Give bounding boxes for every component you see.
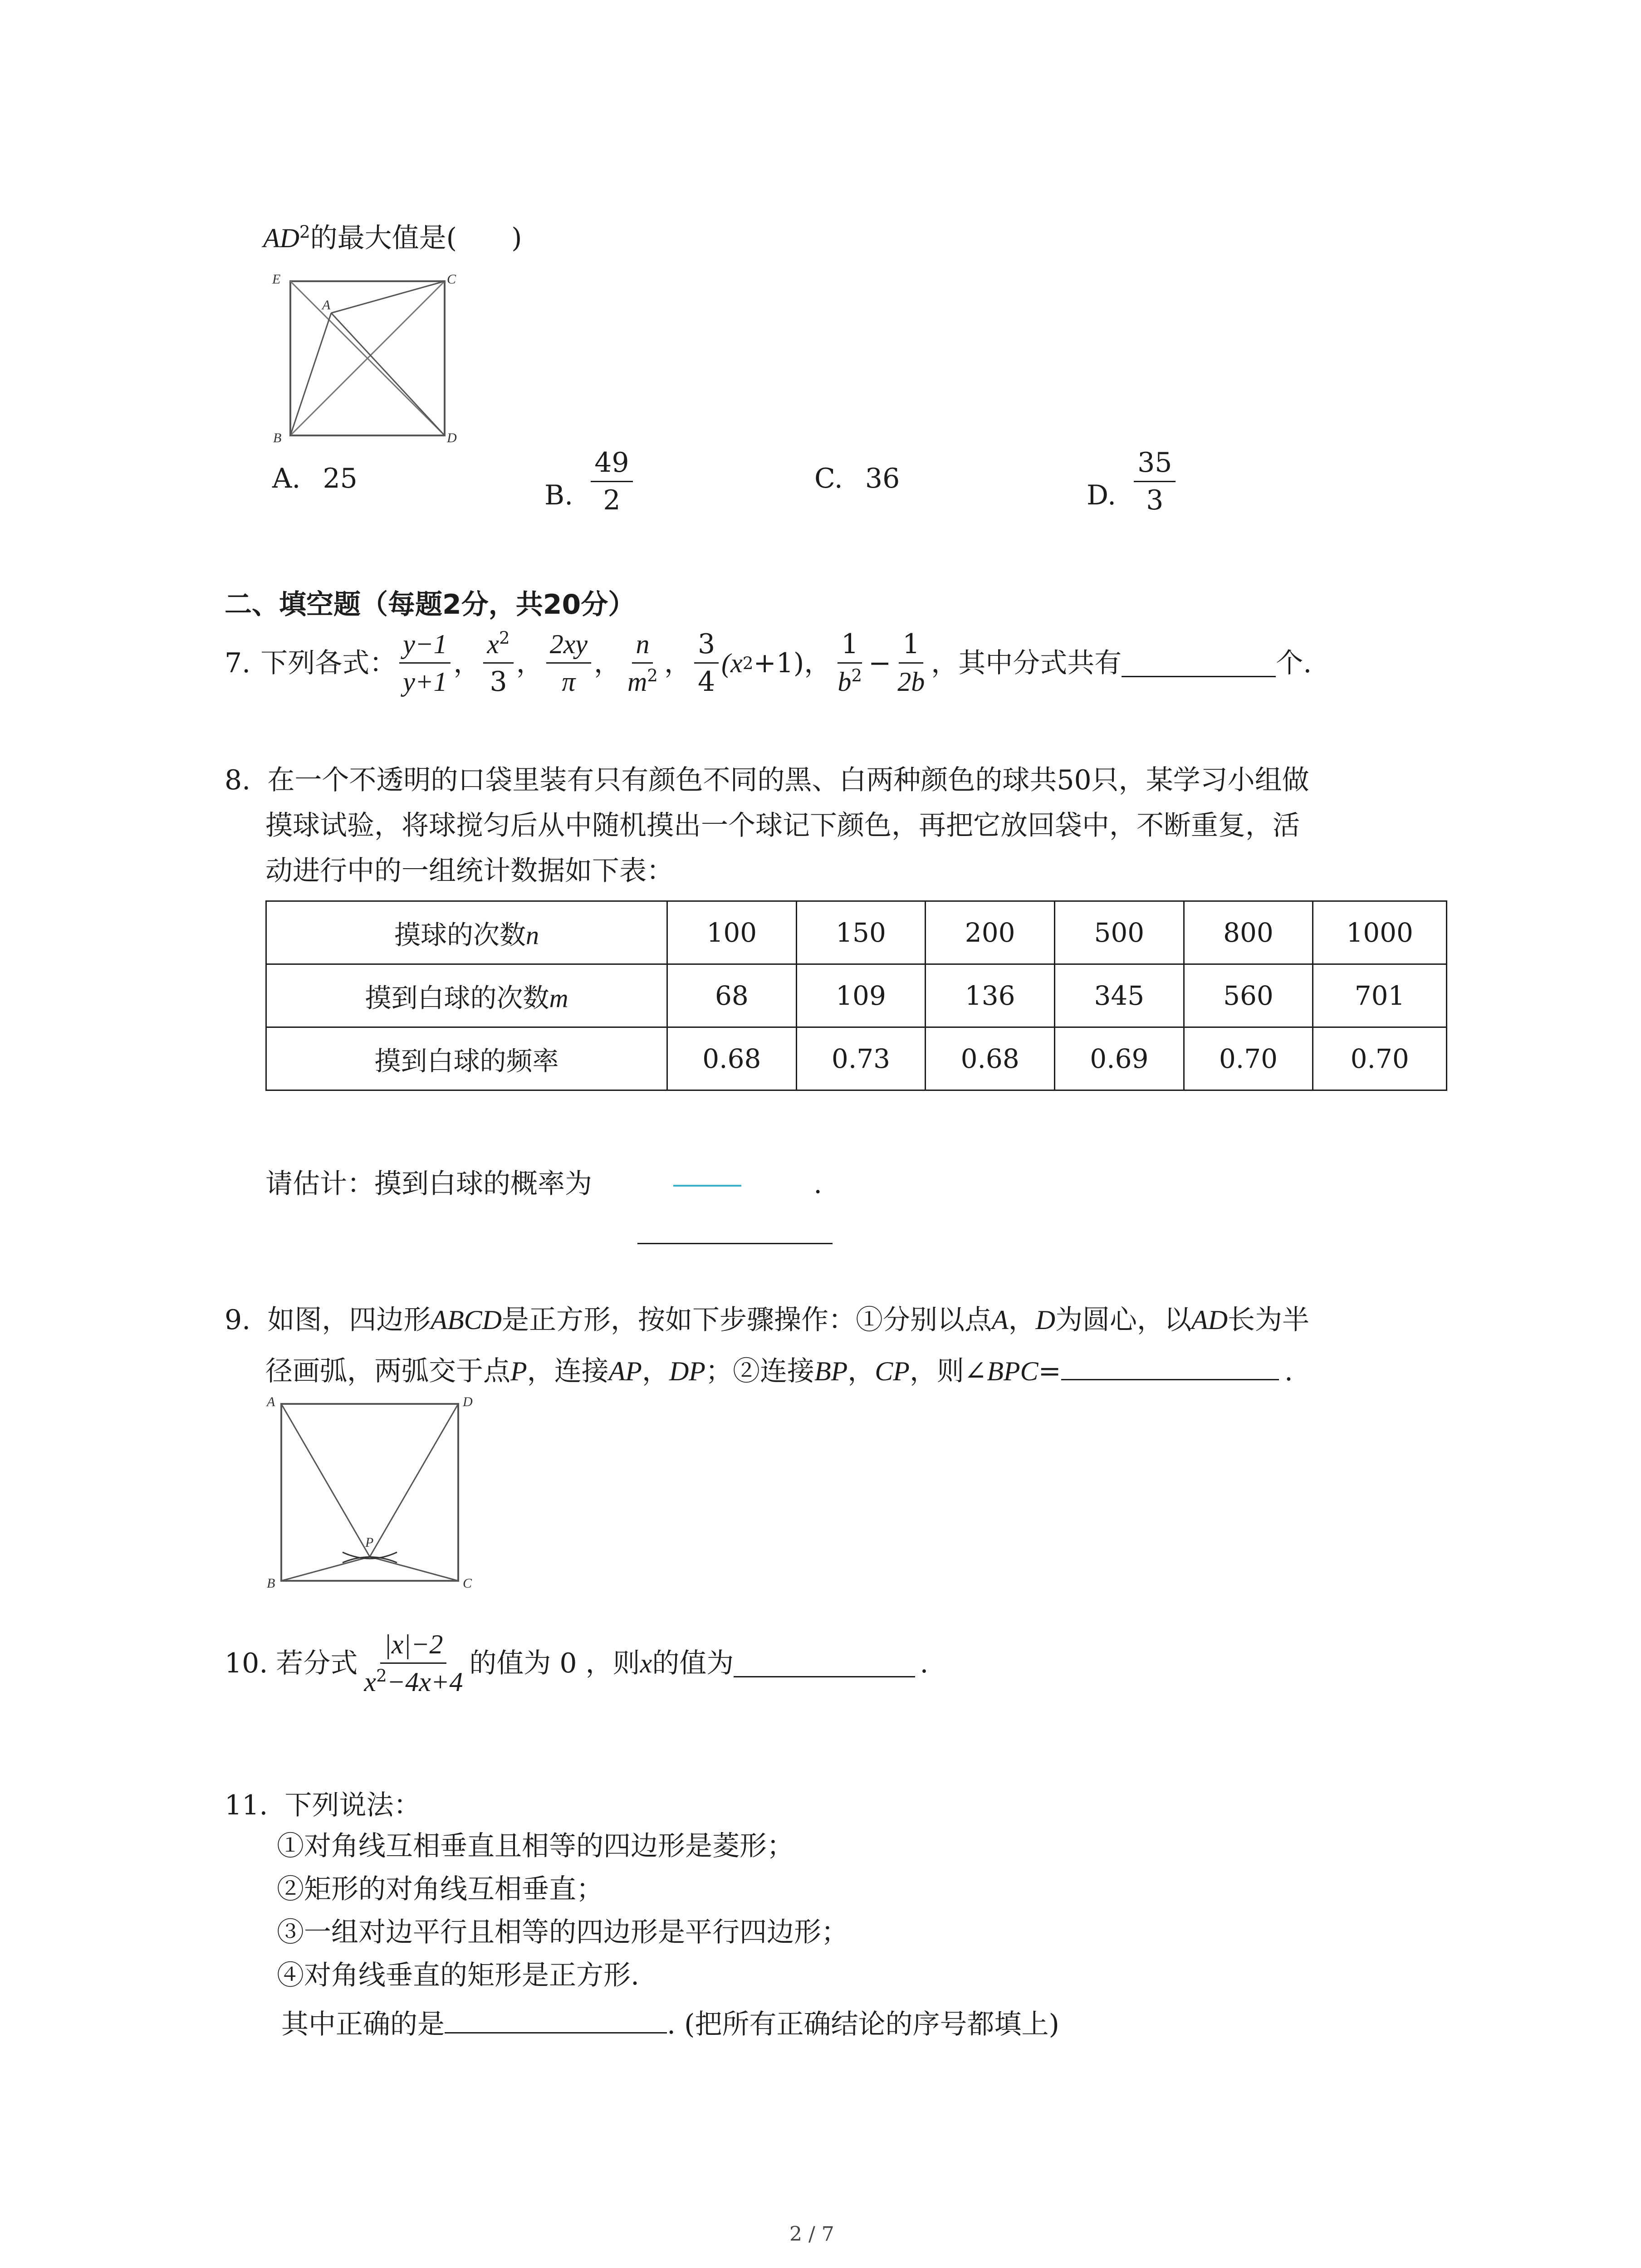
q9-segment-cp — [370, 1557, 458, 1581]
q11-answer-blank[interactable] — [445, 2005, 667, 2033]
q11-intro: 下列说法： — [284, 1789, 421, 1821]
q7-number: 7. — [225, 647, 251, 679]
q6-option-c — [814, 465, 900, 492]
table-cell: 500 — [1054, 901, 1184, 964]
table-header-text: 摸球的次数 — [394, 919, 526, 950]
table-cell: 345 — [1054, 964, 1184, 1027]
q9-line-2 — [265, 1352, 1293, 1385]
q10-end: . — [920, 1647, 929, 1679]
q7-fraction-6b-num: 1 — [899, 631, 923, 664]
table-cell: 0.70 — [1184, 1027, 1313, 1090]
q7-minus: − — [868, 647, 892, 679]
q7-suffix: ，其中分式共有 — [931, 647, 1122, 679]
q7-fraction-6a — [834, 628, 866, 697]
q7-separator: ， — [664, 647, 691, 679]
q10-fraction-den-pre: x — [364, 1667, 377, 1697]
q6-option-b-frac — [591, 449, 632, 514]
q9-text: = — [1038, 1355, 1061, 1387]
q7-fraction-6b-den: 2b — [897, 667, 925, 697]
q11-item-4: ④对角线垂直的矩形是正方形. — [277, 1960, 640, 1991]
q9-answer-blank[interactable] — [1061, 1352, 1279, 1380]
table-header-cell — [266, 901, 667, 964]
q6-label-d: D — [447, 430, 457, 445]
q7-separator: ， — [593, 647, 621, 679]
table-cell: 800 — [1184, 901, 1313, 964]
q9-var: AP — [608, 1356, 642, 1386]
q11-number: 11. — [225, 1789, 268, 1821]
q6-option-d-den: 3 — [1146, 484, 1164, 516]
q7-fraction-2 — [483, 628, 513, 698]
q6-stem-text: 的最大值是( — [310, 222, 457, 254]
table-cell: 0.69 — [1054, 1027, 1184, 1090]
q7-fraction-1 — [399, 631, 451, 695]
q6-option-a-value: 25 — [323, 463, 358, 494]
q7-fraction-1-num: y−1 — [399, 631, 451, 664]
page-number: 2 / 7 — [789, 2223, 834, 2246]
q6-option-c-label: C. — [814, 463, 843, 494]
q7-fraction-3-den: π — [562, 667, 576, 697]
q9-text: 如图，四边形 — [267, 1304, 431, 1336]
q9-label-c: C — [463, 1576, 472, 1591]
section-heading: 二、填空题（每题2分，共20分） — [225, 589, 636, 621]
q6-label-e: E — [272, 272, 281, 287]
q8-estimate-text: 请估计：摸到白球的概率为 — [265, 1168, 592, 1200]
q9-var: BPC — [987, 1356, 1038, 1386]
q7-intro: 下列各式： — [260, 647, 397, 679]
table-header-cell — [266, 964, 667, 1027]
q10-pre: 若分式 — [276, 1647, 358, 1679]
table-cell: 150 — [796, 901, 926, 964]
table-header-text: 摸到白球的频率 — [374, 1046, 559, 1076]
q9-label-a: A — [267, 1394, 275, 1409]
q9-segment-ap — [281, 1404, 370, 1557]
q7-fraction-2-den: 3 — [490, 666, 507, 698]
q8-text-line-3: 动进行中的一组统计数据如下表： — [265, 855, 674, 887]
q9-text: ；②连接 — [705, 1355, 814, 1387]
q9-var: P — [510, 1356, 527, 1386]
table-cell: 701 — [1313, 964, 1447, 1027]
q7-fraction-4-den-exp: 2 — [647, 665, 658, 685]
q11-intro-line — [225, 1789, 421, 1821]
q9-number: 9. — [225, 1304, 251, 1336]
q9-text: 是正方形，按如下步骤操作：①分别以点 — [501, 1304, 992, 1336]
q6-option-a-label: A. — [272, 463, 301, 494]
q7-fraction-6a-num: 1 — [838, 631, 862, 664]
q6-label-c: C — [447, 272, 456, 287]
q10 — [225, 1631, 928, 1696]
q8-estimate-end: . — [813, 1168, 823, 1200]
q6-option-d — [1087, 449, 1178, 514]
q11-answer-post: . (把所有正确结论的序号都填上) — [667, 2009, 1059, 2040]
q9-label-d: D — [463, 1394, 473, 1409]
q9-var: A — [991, 1305, 1009, 1335]
q7-fraction-3 — [546, 631, 591, 695]
table-cell: 0.73 — [796, 1027, 926, 1090]
q6-option-b-den: 2 — [603, 484, 621, 516]
q11-answer-pre: 其中正确的是 — [281, 2009, 445, 2040]
q7-fraction-2-num-exp: 2 — [499, 628, 510, 648]
q8-text-line-1: 在一个不透明的口袋里装有只有颜色不同的黑、白两种颜色的球共50只，某学习小组做 — [267, 764, 1309, 796]
q9-text: ， — [1008, 1304, 1036, 1336]
q9-var: AD — [1191, 1305, 1228, 1335]
q6-stem-var: AD — [263, 223, 299, 253]
q7-separator: ， — [453, 647, 481, 679]
q9-label-p: P — [365, 1535, 374, 1550]
q9-text: 径画弧，两弧交于点 — [265, 1355, 510, 1387]
q7-fraction-4-num: n — [632, 631, 653, 664]
q11-answer-line — [281, 2005, 1059, 2038]
q10-post: 的值为 — [652, 1647, 734, 1679]
q7-fraction-5-tail-post: +1) — [753, 647, 804, 679]
q6-segment-ab — [290, 313, 331, 435]
q9-text: ， — [847, 1355, 875, 1387]
table-header-cell — [266, 1027, 667, 1090]
q7-fraction-2-num-base: x — [487, 629, 500, 659]
q7-fraction-3-num: 2xy — [546, 631, 591, 664]
q6-option-d-label: D. — [1087, 479, 1117, 512]
q7-fraction-6a-den-exp: 2 — [851, 665, 862, 685]
q6-segment-ad — [331, 313, 445, 435]
q7: 7. 下列各式： $\frac{y-1}{y+1}$ ， $\frac{x^2}{3}$ ， $\frac{2xy}{\pi}$ ， $\frac{n}{m^2}$ ， $\frac{3}{4}$ (x 2 +1) ， $\frac{1}{b^2}$ − $\frac{1}{2b}$ ，其中分式共有 个. — [225, 628, 1312, 698]
q10-fraction-num: |x|−2 — [380, 1631, 446, 1664]
table-cell: 200 — [926, 901, 1055, 964]
q8-stats-table — [265, 900, 1447, 1091]
q11-item-3: ③一组对边平行且相等的四边形是平行四边形； — [277, 1916, 848, 1948]
q7-separator: ， — [804, 647, 832, 679]
q6-option-d-frac — [1134, 449, 1176, 514]
q7-fraction-1-den: y+1 — [403, 667, 447, 697]
table-row — [266, 964, 1447, 1027]
q7-fraction-5-tail-pre: (x — [721, 648, 743, 678]
q6-option-b — [544, 449, 636, 514]
q7-fraction-4 — [624, 631, 661, 695]
q9-var: BP — [814, 1356, 848, 1386]
q6-label-b: B — [273, 430, 282, 445]
q9-text: ，连接 — [527, 1355, 609, 1387]
table-cell: 1000 — [1313, 901, 1447, 964]
q9-square-figure — [263, 1388, 499, 1597]
q9-segment-bp — [281, 1557, 370, 1581]
q7-fraction-6b — [894, 628, 928, 697]
q6-label-a: A — [322, 298, 331, 313]
q7-end: 个. — [1276, 647, 1312, 679]
q6-option-b-num: 49 — [591, 449, 632, 482]
table-cell: 0.68 — [667, 1027, 797, 1090]
table-cell: 100 — [667, 901, 797, 964]
q7-fraction-4-den-base: m — [627, 667, 647, 697]
q9-segment-dp — [370, 1404, 458, 1557]
q6-segment-ac — [331, 281, 445, 313]
q10-answer-blank[interactable] — [734, 1649, 915, 1677]
q7-fraction-6a-den-base: b — [838, 667, 852, 697]
table-header-var: m — [549, 983, 568, 1013]
q6-option-b-label: B. — [544, 479, 573, 512]
q10-fraction — [360, 1631, 466, 1696]
q8-line-1 — [225, 764, 1309, 796]
table-row — [266, 901, 1447, 964]
q8-text-line-2: 摸球试验，将球搅匀后从中随机摸出一个球记下颜色，再把它放回袋中，不断重复，活 — [265, 810, 1300, 841]
q9-text: ， — [642, 1355, 669, 1387]
q11-item-1: ①对角线互相垂直且相等的四边形是菱形； — [277, 1830, 794, 1862]
table-cell: 0.68 — [926, 1027, 1055, 1090]
table-header-text: 摸到白球的次数 — [365, 982, 549, 1013]
q6-stem-exp: 2 — [299, 222, 310, 242]
q7-fraction-5-num: 3 — [694, 631, 719, 664]
q7-fraction-5-den: 4 — [697, 666, 715, 698]
q9-var: CP — [875, 1356, 910, 1386]
q10-var: x — [640, 1648, 652, 1678]
q10-mid: 的值为 0 ，则 — [469, 1647, 640, 1679]
q10-fraction-den-exp: 2 — [376, 1666, 387, 1686]
q9-text: ，则∠ — [909, 1355, 987, 1387]
table-header-var: n — [526, 920, 539, 950]
table-row — [266, 1027, 1447, 1090]
q6-option-d-num: 35 — [1134, 449, 1176, 482]
q6-stem-close: ) — [511, 222, 522, 254]
q9-label-b: B — [267, 1576, 275, 1591]
q9-var: ABCD — [431, 1305, 502, 1335]
q9-square — [281, 1404, 458, 1581]
q6-option-a — [272, 465, 358, 492]
q9-text: 长为半 — [1227, 1304, 1309, 1336]
q11-item-2: ②矩形的对角线互相垂直； — [277, 1873, 603, 1905]
q10-number: 10. — [225, 1647, 268, 1679]
q9-var: DP — [669, 1356, 705, 1386]
q10-fraction-den-post: −4x+4 — [387, 1667, 463, 1697]
q9-line-1 — [225, 1306, 1309, 1334]
table-cell: 560 — [1184, 964, 1313, 1027]
q7-fraction-5 — [694, 628, 719, 698]
table-cell: 68 — [667, 964, 797, 1027]
q6-square-figure — [268, 268, 467, 449]
q7-answer-blank[interactable] — [1122, 649, 1276, 677]
q6-stem — [263, 222, 522, 254]
q9-end: . — [1284, 1355, 1293, 1387]
q9-var: D — [1035, 1305, 1055, 1335]
q8-estimate — [265, 1170, 822, 1198]
table-cell: 109 — [796, 964, 926, 1027]
q8-answer-mark — [673, 1185, 741, 1187]
table-cell: 136 — [926, 964, 1055, 1027]
q8-number: 8. — [225, 764, 251, 796]
q9-text: 为圆心，以 — [1055, 1304, 1191, 1336]
q7-separator: ， — [516, 647, 544, 679]
table-cell: 0.70 — [1313, 1027, 1447, 1090]
q6-option-c-value: 36 — [865, 463, 900, 494]
q8-answer-blank[interactable] — [637, 1243, 833, 1244]
